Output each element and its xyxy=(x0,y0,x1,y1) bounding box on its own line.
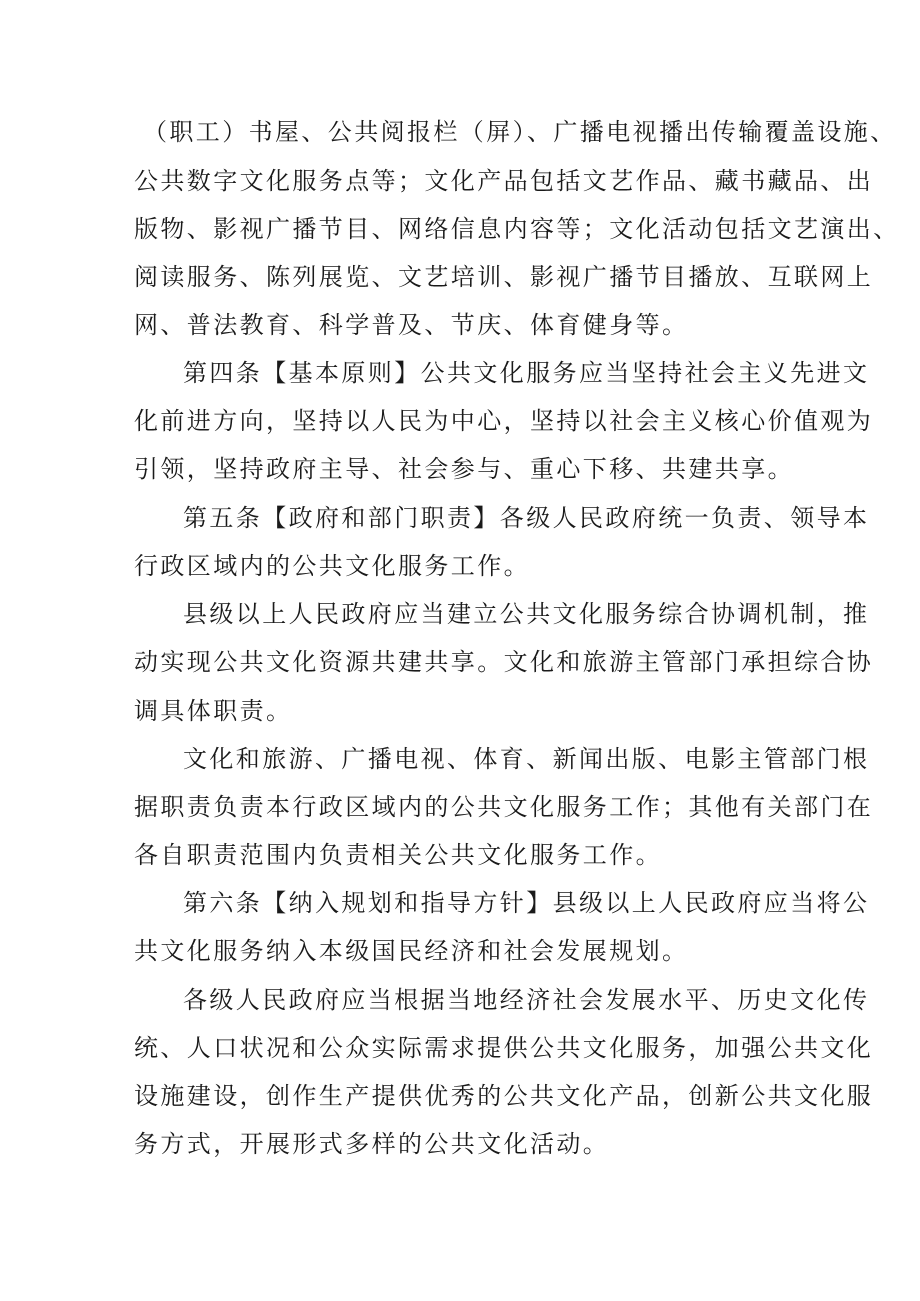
text-line: 文化和旅游、广播电视、体育、新闻出版、电影主管部门根 xyxy=(183,745,870,773)
text-line: 第四条【基本原则】公共文化服务应当坚持社会主义先进文 xyxy=(183,359,870,387)
text-line: 据职责负责本行政区域内的公共文化服务工作；其他有关部门在 xyxy=(134,793,874,821)
text-line: 调具体职责。 xyxy=(134,697,293,725)
text-line: 引领，坚持政府主导、社会参与、重心下移、共建共享。 xyxy=(134,455,794,483)
text-line: （职工）书屋、公共阅报栏（屏）、广播电视播出传输覆盖设施、 xyxy=(143,118,897,146)
text-line: 版物、影视广播节目、网络信息内容等；文化活动包括文艺演出、 xyxy=(134,215,900,243)
text-line: 行政区域内的公共文化服务工作。 xyxy=(134,552,530,580)
text-line: 设施建设，创作生产提供优秀的公共文化产品，创新公共文化服 xyxy=(134,1082,874,1110)
text-line: 第五条【政府和部门职责】各级人民政府统一负责、领导本 xyxy=(183,504,870,532)
text-line: 动实现公共文化资源共建共享。文化和旅游主管部门承担综合协 xyxy=(134,648,874,676)
text-line: 阅读服务、陈列展览、文艺培训、影视广播节目播放、互联网上 xyxy=(134,263,874,291)
text-line: 化前进方向，坚持以人民为中心，坚持以社会主义核心价值观为 xyxy=(134,407,874,435)
text-line: 第六条【纳入规划和指导方针】县级以上人民政府应当将公 xyxy=(183,889,870,917)
text-line: 各级人民政府应当根据当地经济社会发展水平、历史文化传 xyxy=(183,986,870,1014)
text-line: 网、普法教育、科学普及、节庆、体育健身等。 xyxy=(134,311,689,339)
text-line: 统、人口状况和公众实际需求提供公共文化服务，加强公共文化 xyxy=(134,1034,874,1062)
text-line: 务方式，开展形式多样的公共文化活动。 xyxy=(134,1130,610,1158)
text-line: 各自职责范围内负责相关公共文化服务工作。 xyxy=(134,841,662,869)
text-line: 共文化服务纳入本级国民经济和社会发展规划。 xyxy=(134,937,689,965)
text-line: 公共数字文化服务点等；文化产品包括文艺作品、藏书藏品、出 xyxy=(134,167,874,195)
text-line: 县级以上人民政府应当建立公共文化服务综合协调机制，推 xyxy=(183,600,870,628)
